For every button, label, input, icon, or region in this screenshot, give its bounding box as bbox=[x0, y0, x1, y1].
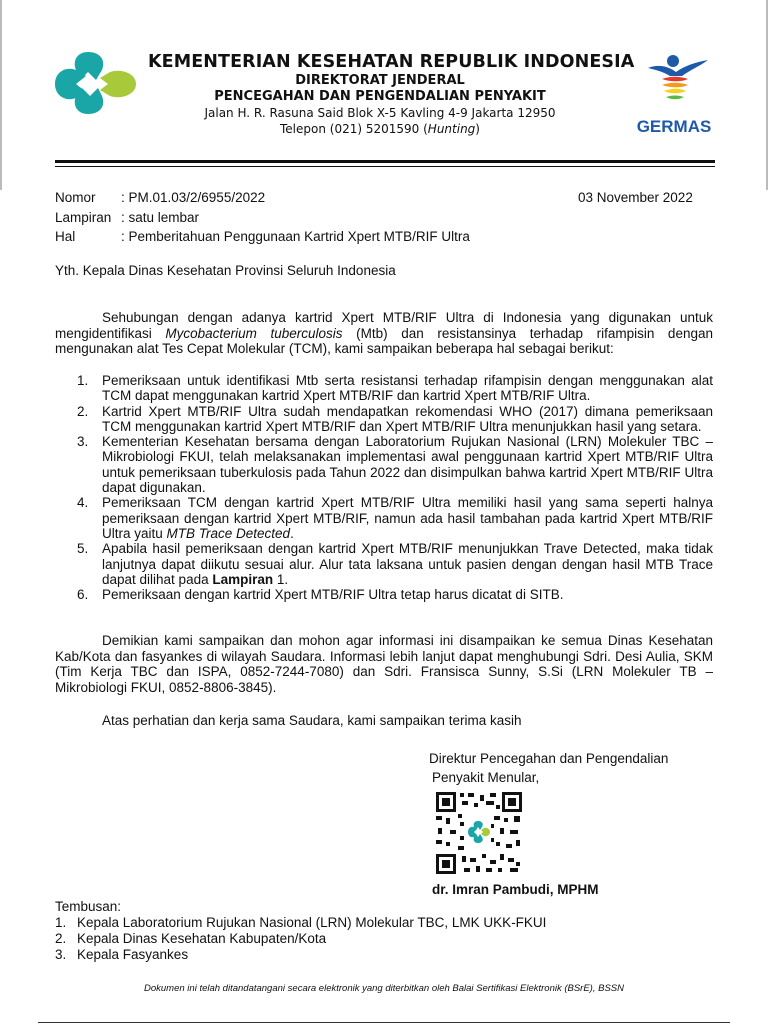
letter-date: 03 November 2022 bbox=[578, 190, 693, 205]
qr-code-signature-icon bbox=[434, 790, 524, 876]
letterhead-rule-thin bbox=[55, 166, 715, 167]
meta-hal-label: Hal bbox=[55, 229, 76, 244]
points-list bbox=[55, 373, 713, 602]
meta-lampiran-label: Lampiran bbox=[55, 210, 112, 225]
meta-lampiran-value: : satu lembar bbox=[121, 210, 200, 225]
division-name: PENCEGAHAN DAN PENGENDALIAN PENYAKIT bbox=[214, 89, 546, 104]
germas-figure-icon bbox=[640, 52, 716, 102]
germas-label: GERMAS bbox=[636, 117, 712, 136]
meta-hal-value: : Pemberitahuan Penggunaan Kartrid Xpert MTB/RIF Ultra bbox=[121, 229, 470, 244]
meta-hal bbox=[55, 229, 655, 246]
list-item: 4. Pemeriksaan TCM dengan kartrid Xpert MTB/RIF Ultra memiliki hasil yang sama seperti halnya pemeriksaan dengan kartrid Xpert MTB/RIF, namun ada hasil tambahan pada kartrid Xpert MTB/RIF Ultra yaitu MTB Trace Detected. bbox=[77, 495, 713, 541]
tembusan-heading: Tembusan: bbox=[55, 899, 122, 914]
ministry-address: Jalan H. R. Rasuna Said Blok X-5 Kavling 4-9 Jakarta 12950 bbox=[204, 106, 556, 120]
meta-nomor-value: : PM.01.03/2/6955/2022 bbox=[121, 190, 266, 205]
meta-lampiran bbox=[55, 210, 355, 227]
list-item: 2. Kartrid Xpert MTB/RIF Ultra sudah mendapatkan rekomendasi WHO (2017) dimana pemeriksaan TCM menggunakan kartrid Xpert MTB/RIF dan Xpert MTB/RIF Ultra menunjukkan hasil yang setara. bbox=[77, 403, 713, 434]
tembusan-block bbox=[55, 899, 546, 963]
page-bottom-rule bbox=[38, 1022, 730, 1023]
e-signature-footer: Dokumen ini telah ditandatangani secara elektronik yang diterbitkan oleh Balai Sertifikasi Elektronik (BSrE), BSSN bbox=[144, 983, 624, 994]
intro-paragraph: Sehubungan dengan adanya kartrid Xpert MTB/RIF Ultra di Indonesia yang digunakan untuk mengidentifikasi Mycobacterium tuberculosis (Mtb) dan resistansinya terhadap rifampisin dengan mengunakan alat Tes Cepat Molekular (TCM), kami sampaikan beberapa hal sebagai berikut: bbox=[55, 310, 713, 356]
letterhead-rule-thick bbox=[55, 160, 715, 163]
meta-nomor bbox=[55, 190, 355, 207]
signatory-title-line1: Direktur Pencegahan dan Pengendalian bbox=[429, 751, 669, 766]
ministry-name: KEMENTERIAN KESEHATAN REPUBLIK INDONESIA bbox=[148, 52, 635, 72]
ministry-phone: Telepon (021) 5201590 (Hunting) bbox=[280, 122, 480, 136]
closing-paragraph: Demikian kami sampaikan dan mohon agar informasi ini disampaikan ke semua Dinas Kesehatan Kab/Kota dan fasyankes di wilayah Saudara. Informasi lebih lanjut dapat menghubungi Sdri. Desi Aulia, SKM (Tim Kerja TBC dan ISPA, 0852-7244-7080) dan Sdri. Fransisca Sunny, S.Si (LRN Molekuler TB – Mikrobiologi FKUI, 0852-8806-3845). bbox=[55, 633, 713, 695]
thanks-paragraph: Atas perhatian dan kerja sama Saudara, kami sampaikan terima kasih bbox=[102, 713, 522, 728]
list-item: 6. Pemeriksaan dengan kartrid Xpert MTB/RIF Ultra tetap harus dicatat di SITB. bbox=[77, 587, 564, 603]
kemenkes-logo bbox=[52, 50, 140, 116]
list-item: 5. Apabila hasil pemeriksaan dengan kartrid Xpert MTB/RIF menunjukkan Trave Detected, maka tidak lanjutnya dapat diikutu sesuai alur. Alur tata laksana untuk pasien dengan dengan hasil MTB Trace dapat dilihat pada Lampiran 1. bbox=[77, 541, 713, 587]
page-edge-left bbox=[0, 0, 2, 190]
addressee: Yth. Kepala Dinas Kesehatan Provinsi Seluruh Indonesia bbox=[55, 263, 396, 278]
list-item: 3. Kementerian Kesehatan bersama dengan Laboratorium Rujukan Nasional (LRN) Molekuler TBC – Mikrobiologi FKUI, telah melaksanakan implementasi awal penggunaan kartrid Xpert MTB/RIF Ultra untuk pemeriksaan tuberkulosis pada Tahun 2022 dan disimpulkan bahwa kartrid Xpert MTB/RIF Ultra dapat digunakan. bbox=[77, 434, 713, 496]
signatory-title-line2: Penyakit Menular, bbox=[432, 770, 540, 785]
signatory-name: dr. Imran Pambudi, MPHM bbox=[432, 882, 599, 897]
directorate-name: DIREKTORAT JENDERAL bbox=[295, 73, 465, 88]
list-item: 3. Kepala Fasyankes bbox=[55, 947, 189, 962]
list-item: 1. Kepala Laboratorium Rujukan Nasional (LRN) Molekular TBC, LMK UKK-FKUI bbox=[55, 915, 547, 930]
list-item: 1. Pemeriksaan untuk identifikasi Mtb serta resistansi terhadap rifampisin dengan menggunakan alat TCM dapat menggunakan kartrid Xpert MTB/RIF dan kartrid Xpert MTB/RIF Ultra. bbox=[77, 373, 713, 404]
meta-nomor-label: Nomor bbox=[55, 190, 96, 205]
list-item: 2. Kepala Dinas Kesehatan Kabupaten/Kota bbox=[55, 931, 327, 946]
